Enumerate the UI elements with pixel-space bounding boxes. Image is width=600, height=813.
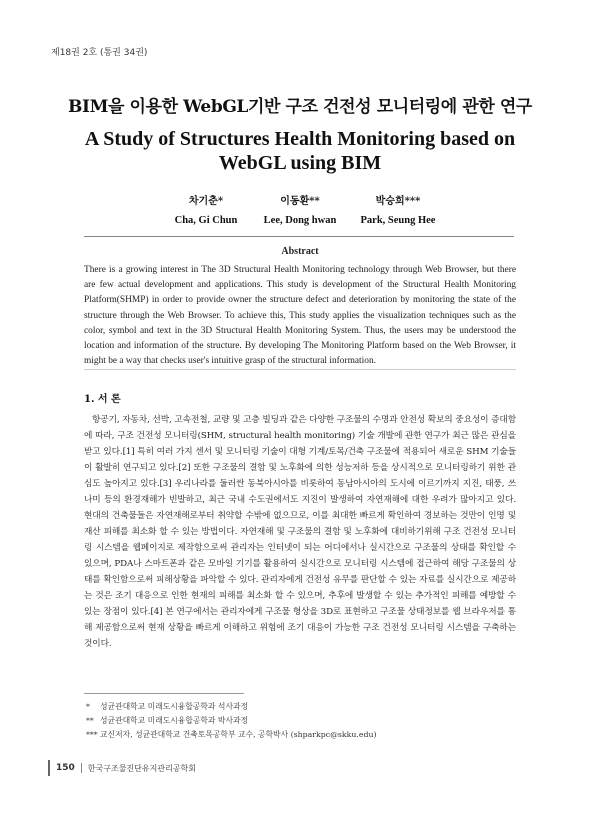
- footer-bar: [48, 760, 50, 776]
- abstract-text: There is a growing interest in The 3D Structural Health Monitoring technology through Web Browser, but there are few actual development and applications. This study is development of the Structural Health Monitoring Platform(SHMP) in order to provide owner the structure defect and deterioration by monitoring the state of the structure through the Web Browser. To achieve this, This study applies the visualization techniques such as the color, symbol and text in the 3D Structural Health Monitoring System. Thus, the users may be understood the location and information of the structure. By developing The Monitoring Platform based on the Web Browser, it might be a way that checks user's intuitive grasp of the structural information.: [84, 265, 516, 367]
- footnotes: [86, 700, 377, 742]
- footnote-3-mark: ***: [86, 730, 98, 739]
- journal-name: 한국구조물진단유지관리공학회: [87, 763, 196, 773]
- introduction-body: [84, 412, 516, 652]
- section-heading: 1. 서 론: [84, 394, 121, 405]
- footnote-3: [86, 728, 377, 742]
- author-2-english-name: Lee, Dong hwan: [263, 215, 337, 226]
- footnote-1: [86, 700, 377, 714]
- footnote-1-mark: *: [86, 702, 90, 711]
- body-paragraph: 항공기, 자동차, 선박, 고속전철, 교량 및 고층 빌딩과 같은 다양한 구조물의 수명과 안전성 확보의 중요성이 증대함에 따라, 구조 건전성 모니터링(SHM, structural health monitoring) 기술 개발에 관한 연구가 최근 많은 관심을 받고 있다.[1] 특히 여러 가지 센서 및 모니터링 기술이 대형 기계/토목/건축 구조물에 적용되어 새로운 SHM 기술들이 활발히 연구되고 있다.[2] 또한 구조물의 결함 및 노후화에 의한 성능저하 등을 상시적으로 모니터링하기 위한 관심도 높아지고 있다.[3] 우리나라를 둘러싼 동북아시아를 비롯하여 동남아시아의 도시에 이르기까지 지진, 태풍, 쓰나미 등의 환경재해가 빈발하고, 최근 국내 수도권에서도 지진이 발생하여 자연재해에 대한 우려가 많아지고 있다. 현대의 건축물들은 자연재해로부터 취약할 수밖에 없으므로, 이를 최대한 빠르게 확인하여 경보하는 것만이 인명 및 재산 피해를 최소화 할 수 있는 방법이다. 자연재해 및 구조물의 결함 및 노후화에 대비하기위해 구조 건전성 모니터링 시스템을 웹페이지로 제작함으로써 관리자는 인터넷이 되는 어디에서나 실시간으로 구조물의 상태를 확인할 수 있으며, PDA나 스마트폰과 같은 모바일 기기를 활용하여 실시간으로 모니터링 시스템에 접근하여 해당 구조물의 상태를 확인함으로써 피해상황을 파악할 수 있다. 관리자에게 건전성 유무를 판단할 수 있는 자료를 실시간으로 제공하는 것은 조기 대응으로 인한 현재의 피해를 최소화 할 수 있으며, 추후에 발생할 수 있는 추가적인 피해를 예방할 수 있는 장점이 있다.[4] 본 연구에서는 관리자에게 구조물 형상을 3D로 표현하고 구조물 상태정보를 웹 브라우저를 통해 제공함으로써 현재 상황을 빠르게 이해하고 위험에 조기 대응이 가능한 구조 건전성 모니터링 시스템을 구축하는 것이다.: [84, 415, 516, 649]
- page-footer: [48, 760, 196, 776]
- author-3-english-name: Park, Seung Hee: [360, 215, 436, 226]
- footnote-3-text: 교신저자, 성균관대학교 건축토목공학부 교수, 공학박사 (shparkpc@skku.edu): [100, 730, 377, 739]
- author-3-korean-name: 박승희***: [375, 196, 421, 207]
- footnote-divider: [84, 693, 244, 694]
- journal-issue-header: 제18권 2호 (통권 34권): [51, 48, 148, 58]
- author-2-korean-name: 이동환**: [280, 196, 320, 207]
- title-divider: [84, 236, 514, 237]
- english-title: A Study of Structures Health Monitoring based on WebGL using BIM: [84, 128, 516, 174]
- footnote-2-text: 성균관대학교 미래도시융합공학과 박사과정: [100, 716, 249, 725]
- abstract-heading: Abstract: [281, 246, 319, 257]
- page-number: 150: [56, 763, 75, 773]
- footnote-1-text: 성균관대학교 미래도시융합공학과 석사과정: [100, 702, 249, 711]
- footer-separator: [81, 763, 82, 773]
- author-1-korean-name: 차기춘*: [188, 196, 224, 207]
- abstract-divider: [84, 369, 516, 370]
- author-1-english-name: Cha, Gi Chun: [174, 215, 238, 226]
- footnote-2: [86, 714, 377, 728]
- korean-title: BIM을 이용한 WebGL기반 구조 건전성 모니터링에 관한 연구: [68, 97, 532, 117]
- footnote-2-mark: **: [86, 716, 94, 725]
- author-3: [338, 192, 458, 226]
